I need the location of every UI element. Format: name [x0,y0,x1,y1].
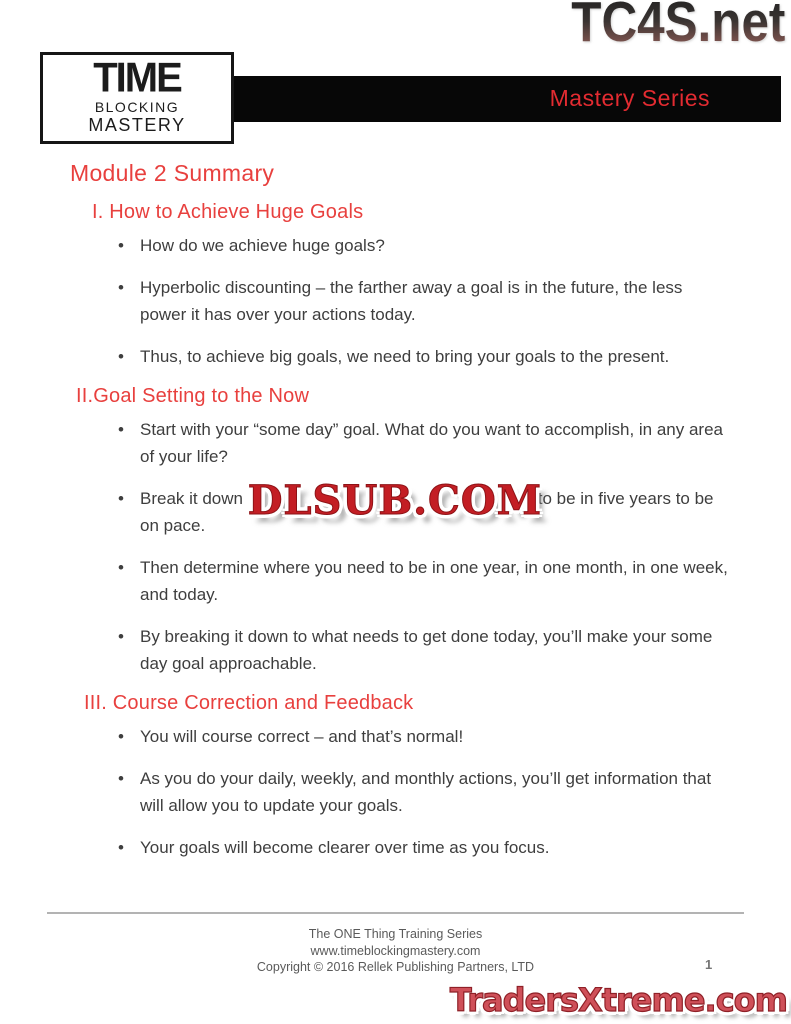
bullet-item [70,834,730,861]
bullet-item [70,232,730,259]
bullet-marker: • [118,769,124,788]
bullet-text: How do we achieve huge goals? [140,236,385,255]
section-heading: I. How to Achieve Huge Goals [92,201,364,223]
logo-line-mastery: MASTERY [88,114,186,135]
bullet-marker: • [118,627,124,646]
bullet-item [70,416,730,470]
bullet-text: As you do your daily, weekly, and monthly actions, you’ll get information that will allow you to update your goals. [140,769,712,815]
bullet-list [70,232,730,370]
footer-website-line: www.timeblockingmastery.com [310,943,481,958]
bullet-item [70,723,730,750]
bullet-item [70,477,730,539]
bullet-marker: • [118,420,124,439]
bullet-item [70,623,730,677]
bullet-item [70,554,730,608]
bullet-marker: • [118,236,124,255]
section [70,692,730,861]
bullet-text: to be in five years to be on pace. [140,489,714,535]
logo-line-blocking: BLOCKING [94,98,180,115]
footer-series-line: The ONE Thing Training Series [308,927,483,941]
section-heading: III. Course Correction and Feedback [84,692,414,714]
bullet-text: By breaking it down to what needs to get done today, you’ll make your some day goal approachable. [140,627,713,673]
bullet-text: Then determine where you need to be in one year, in one month, in one week, and today. [140,558,728,604]
bullet-list [70,723,730,861]
bullet-marker: • [118,727,124,746]
bullet-text: Start with your “some day” goal. What do you want to accomplish, in any area of your life? [140,420,723,466]
bullet-text: Hyperbolic discounting – the farther away a goal is in the future, the less power it has over your actions today. [140,278,683,324]
bullet-item [70,765,730,819]
watermark-dlsub: DLSUB.COM [247,477,543,524]
banner-series-label: Mastery Series [549,84,710,111]
footer-copyright-line: Copyright © 2016 Rellek Publishing Partners, LTD [256,960,535,974]
bullet-list [70,416,730,677]
bullet-text: Thus, to achieve big goals, we need to bring your goals to the present. [140,347,670,366]
bullet-marker: • [118,489,124,508]
footer-divider [47,912,744,914]
document-body [70,160,730,876]
bullet-marker: • [118,558,124,577]
watermark-covered-text-gap [247,477,543,524]
section-heading: II.Goal Setting to the Now [76,385,310,407]
bullet-item [70,274,730,328]
section [70,385,730,677]
bullet-item [70,343,730,370]
bullet-text: Your goals will become clearer over time as you focus. [140,838,550,857]
page-footer [47,926,744,976]
bullet-text: You will course correct – and that’s normal! [140,727,464,746]
watermark-tc4s: TC4S.net [571,0,785,55]
page-title: Module 2 Summary [70,160,275,186]
logo-line-time: TIME [93,54,181,102]
bullet-marker: • [118,347,124,366]
bullet-marker: • [118,278,124,297]
sections-container [70,201,730,861]
watermark-tradersxtreme: TradersXtreme.com [449,981,787,1019]
bullet-marker: • [118,838,124,857]
bullet-text: Break it down [140,489,248,508]
time-blocking-mastery-logo [40,52,234,144]
page-number: 1 [705,957,713,972]
section [70,201,730,370]
